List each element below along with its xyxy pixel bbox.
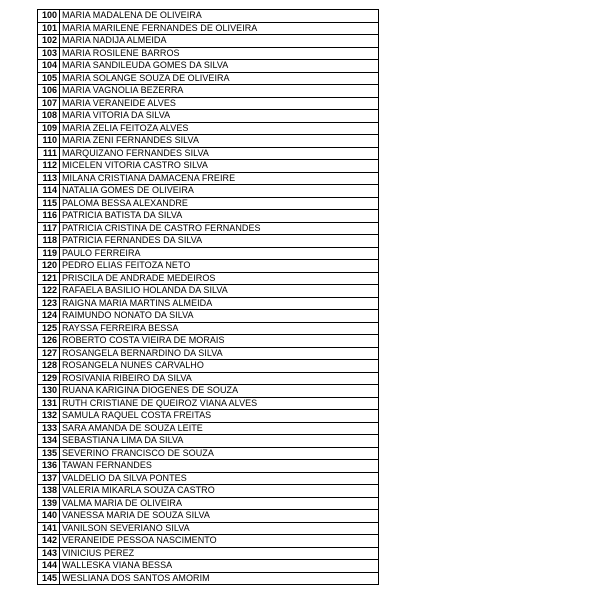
table-row <box>38 397 379 410</box>
person-name-cell: MARIA MARILENE FERNANDES DE OLIVEIRA <box>60 22 379 35</box>
row-number-cell: 130 <box>38 385 60 398</box>
person-name-cell: MARIA ZENI FERNANDES SILVA <box>60 135 379 148</box>
table-row <box>38 97 379 110</box>
person-name-cell: SEVERINO FRANCISCO DE SOUZA <box>60 447 379 460</box>
row-number-cell: 107 <box>38 97 60 110</box>
person-name-cell: MARIA SANDILEUDA GOMES DA SILVA <box>60 60 379 73</box>
row-number-cell: 133 <box>38 422 60 435</box>
table-row <box>38 535 379 548</box>
person-name-cell: RUANA KARIGINA DIOGENES DE SOUZA <box>60 385 379 398</box>
person-name-cell: PAULO FERREIRA <box>60 247 379 260</box>
table-row <box>38 222 379 235</box>
table-row <box>38 422 379 435</box>
name-list-table <box>37 9 379 585</box>
person-name-cell: SEBASTIANA LIMA DA SILVA <box>60 435 379 448</box>
row-number-cell: 121 <box>38 272 60 285</box>
row-number-cell: 127 <box>38 347 60 360</box>
table-row <box>38 10 379 23</box>
table-row <box>38 60 379 73</box>
row-number-cell: 145 <box>38 572 60 585</box>
table-row <box>38 272 379 285</box>
row-number-cell: 117 <box>38 222 60 235</box>
person-name-cell: RAIMUNDO NONATO DA SILVA <box>60 310 379 323</box>
person-name-cell: PATRICIA FERNANDES DA SILVA <box>60 235 379 248</box>
row-number-cell: 103 <box>38 47 60 60</box>
row-number-cell: 116 <box>38 210 60 223</box>
row-number-cell: 122 <box>38 285 60 298</box>
row-number-cell: 113 <box>38 172 60 185</box>
row-number-cell: 115 <box>38 197 60 210</box>
person-name-cell: WALLESKA VIANA BESSA <box>60 560 379 573</box>
person-name-cell: MARIA VERANEIDE ALVES <box>60 97 379 110</box>
person-name-cell: VALERIA MIKARLA SOUZA CASTRO <box>60 485 379 498</box>
table-row <box>38 22 379 35</box>
name-list-sheet <box>37 9 379 585</box>
table-row <box>38 372 379 385</box>
person-name-cell: VANESSA MARIA DE SOUZA SILVA <box>60 510 379 523</box>
name-list-body <box>38 10 379 585</box>
row-number-cell: 124 <box>38 310 60 323</box>
person-name-cell: ROSANGELA BERNARDINO DA SILVA <box>60 347 379 360</box>
table-row <box>38 110 379 123</box>
row-number-cell: 101 <box>38 22 60 35</box>
row-number-cell: 119 <box>38 247 60 260</box>
table-row <box>38 247 379 260</box>
row-number-cell: 135 <box>38 447 60 460</box>
person-name-cell: MARIA NADIJA ALMEIDA <box>60 35 379 48</box>
person-name-cell: ROSANGELA NUNES CARVALHO <box>60 360 379 373</box>
table-row <box>38 172 379 185</box>
person-name-cell: MICELEN VITORIA CASTRO SILVA <box>60 160 379 173</box>
person-name-cell: VERANEIDE PESSOA NASCIMENTO <box>60 535 379 548</box>
table-row <box>38 485 379 498</box>
person-name-cell: PATRICIA CRISTINA DE CASTRO FERNANDES <box>60 222 379 235</box>
person-name-cell: RAFAELA BASILIO HOLANDA DA SILVA <box>60 285 379 298</box>
table-row <box>38 72 379 85</box>
person-name-cell: MARQUIZANO FERNANDES SILVA <box>60 147 379 160</box>
row-number-cell: 118 <box>38 235 60 248</box>
person-name-cell: MARIA MADALENA DE OLIVEIRA <box>60 10 379 23</box>
table-row <box>38 385 379 398</box>
person-name-cell: VANILSON SEVERIANO SILVA <box>60 522 379 535</box>
row-number-cell: 100 <box>38 10 60 23</box>
row-number-cell: 140 <box>38 510 60 523</box>
table-row <box>38 47 379 60</box>
person-name-cell: MARIA VAGNOLIA BEZERRA <box>60 85 379 98</box>
table-row <box>38 497 379 510</box>
person-name-cell: VALDELIO DA SILVA PONTES <box>60 472 379 485</box>
person-name-cell: SARA AMANDA DE SOUZA LEITE <box>60 422 379 435</box>
row-number-cell: 112 <box>38 160 60 173</box>
person-name-cell: PEDRO ELIAS FEITOZA NETO <box>60 260 379 273</box>
person-name-cell: MARIA ROSILENE BARROS <box>60 47 379 60</box>
row-number-cell: 136 <box>38 460 60 473</box>
person-name-cell: MARIA ZELIA FEITOZA ALVES <box>60 122 379 135</box>
table-row <box>38 460 379 473</box>
table-row <box>38 260 379 273</box>
person-name-cell: WESLIANA DOS SANTOS AMORIM <box>60 572 379 585</box>
person-name-cell: ROSIVANIA RIBEIRO DA SILVA <box>60 372 379 385</box>
row-number-cell: 132 <box>38 410 60 423</box>
table-row <box>38 447 379 460</box>
table-row <box>38 135 379 148</box>
person-name-cell: RAYSSA FERREIRA BESSA <box>60 322 379 335</box>
person-name-cell: PALOMA BESSA ALEXANDRE <box>60 197 379 210</box>
table-row <box>38 297 379 310</box>
table-row <box>38 522 379 535</box>
table-row <box>38 335 379 348</box>
row-number-cell: 104 <box>38 60 60 73</box>
row-number-cell: 102 <box>38 35 60 48</box>
table-row <box>38 560 379 573</box>
row-number-cell: 106 <box>38 85 60 98</box>
row-number-cell: 123 <box>38 297 60 310</box>
row-number-cell: 125 <box>38 322 60 335</box>
row-number-cell: 126 <box>38 335 60 348</box>
row-number-cell: 143 <box>38 547 60 560</box>
person-name-cell: PRISCILA DE ANDRADE MEDEIROS <box>60 272 379 285</box>
table-row <box>38 572 379 585</box>
row-number-cell: 110 <box>38 135 60 148</box>
table-row <box>38 185 379 198</box>
person-name-cell: RAIGNA MARIA MARTINS ALMEIDA <box>60 297 379 310</box>
table-row <box>38 160 379 173</box>
table-row <box>38 85 379 98</box>
person-name-cell: MARIA SOLANGE SOUZA DE OLIVEIRA <box>60 72 379 85</box>
table-row <box>38 410 379 423</box>
table-row <box>38 147 379 160</box>
table-row <box>38 310 379 323</box>
row-number-cell: 105 <box>38 72 60 85</box>
person-name-cell: VINICIUS PEREZ <box>60 547 379 560</box>
table-row <box>38 510 379 523</box>
row-number-cell: 134 <box>38 435 60 448</box>
row-number-cell: 108 <box>38 110 60 123</box>
table-row <box>38 322 379 335</box>
table-row <box>38 347 379 360</box>
person-name-cell: RUTH CRISTIANE DE QUEIROZ VIANA ALVES <box>60 397 379 410</box>
person-name-cell: ROBERTO COSTA VIEIRA DE MORAIS <box>60 335 379 348</box>
table-row <box>38 285 379 298</box>
row-number-cell: 111 <box>38 147 60 160</box>
person-name-cell: SAMULA RAQUEL COSTA FREITAS <box>60 410 379 423</box>
table-row <box>38 122 379 135</box>
row-number-cell: 131 <box>38 397 60 410</box>
person-name-cell: MARIA VITORIA DA SILVA <box>60 110 379 123</box>
person-name-cell: MILANA CRISTIANA DAMACENA FREIRE <box>60 172 379 185</box>
table-row <box>38 360 379 373</box>
person-name-cell: TAWAN FERNANDES <box>60 460 379 473</box>
row-number-cell: 109 <box>38 122 60 135</box>
person-name-cell: VALMA MARIA DE OLIVEIRA <box>60 497 379 510</box>
row-number-cell: 144 <box>38 560 60 573</box>
table-row <box>38 197 379 210</box>
row-number-cell: 141 <box>38 522 60 535</box>
row-number-cell: 120 <box>38 260 60 273</box>
table-row <box>38 210 379 223</box>
person-name-cell: PATRICIA BATISTA DA SILVA <box>60 210 379 223</box>
row-number-cell: 114 <box>38 185 60 198</box>
table-row <box>38 547 379 560</box>
row-number-cell: 137 <box>38 472 60 485</box>
row-number-cell: 129 <box>38 372 60 385</box>
table-row <box>38 472 379 485</box>
table-row <box>38 435 379 448</box>
row-number-cell: 142 <box>38 535 60 548</box>
table-row <box>38 235 379 248</box>
row-number-cell: 138 <box>38 485 60 498</box>
person-name-cell: NATALIA GOMES DE OLIVEIRA <box>60 185 379 198</box>
row-number-cell: 139 <box>38 497 60 510</box>
table-row <box>38 35 379 48</box>
row-number-cell: 128 <box>38 360 60 373</box>
